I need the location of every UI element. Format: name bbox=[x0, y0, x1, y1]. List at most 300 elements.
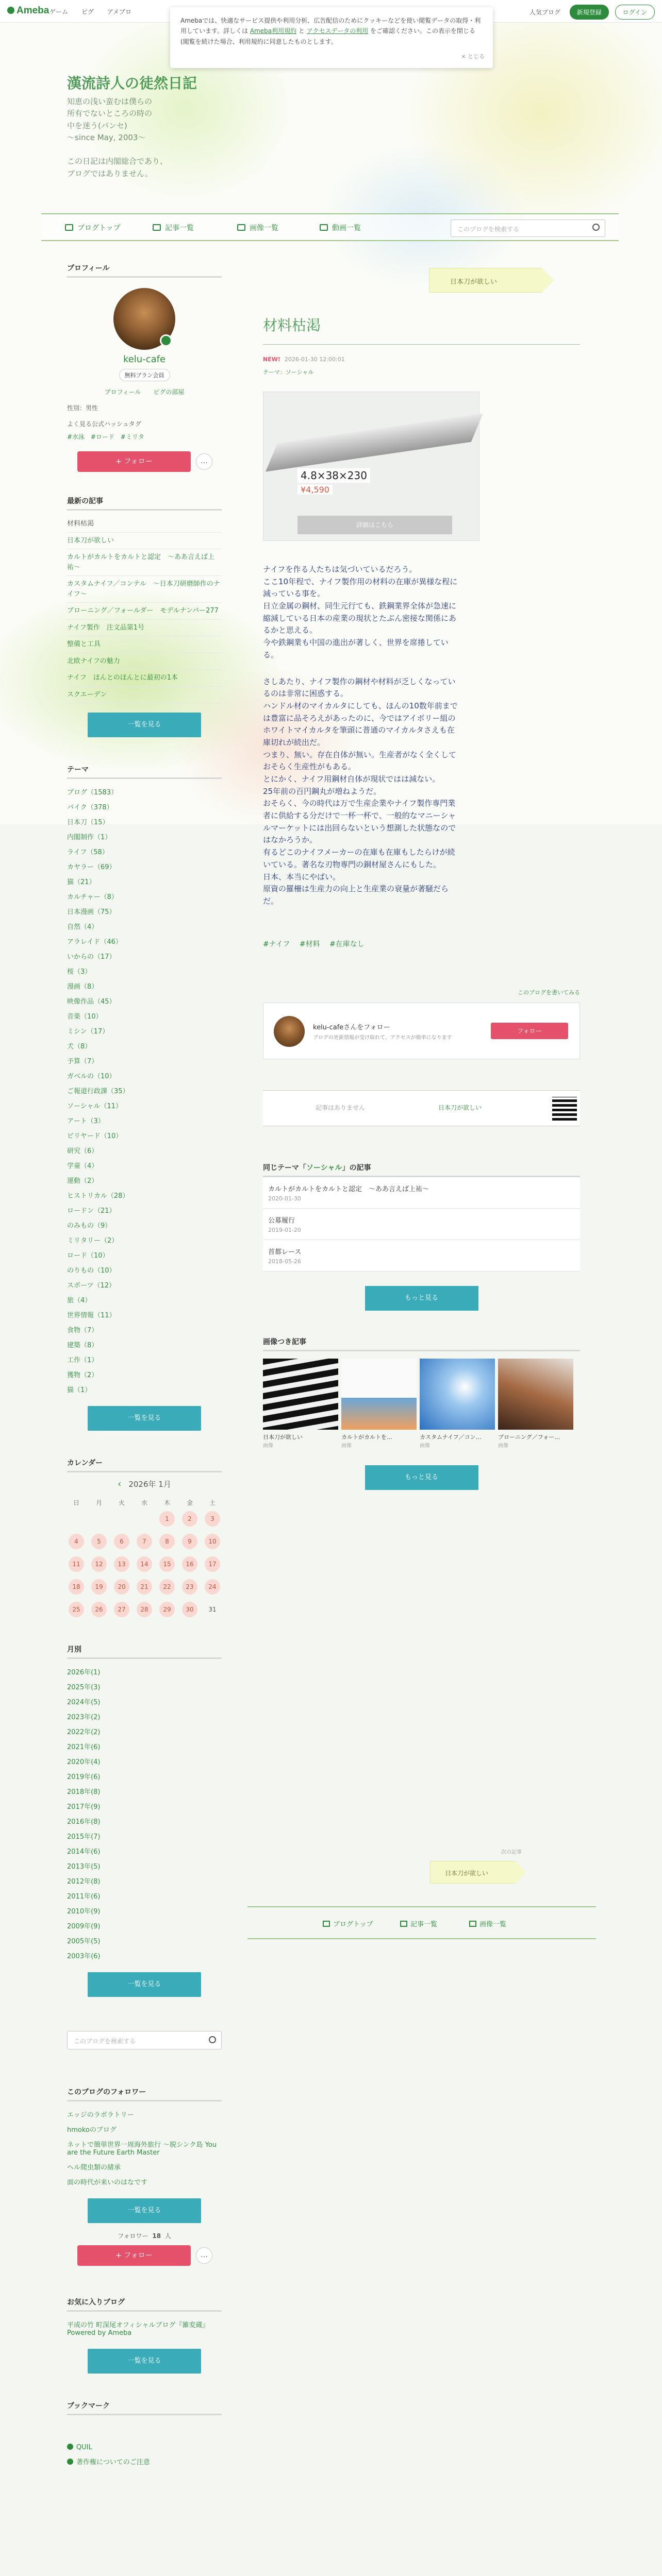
calendar-day[interactable] bbox=[65, 1579, 88, 1601]
theme-item[interactable]: アート（3） bbox=[67, 1117, 105, 1125]
video-icon bbox=[320, 224, 328, 231]
theme-item[interactable]: ブログ（1583） bbox=[67, 789, 118, 796]
avatar bbox=[274, 1016, 305, 1047]
archive-item[interactable]: 2025年(3) bbox=[67, 1684, 101, 1691]
theme-item[interactable]: のりもの（10） bbox=[67, 1267, 116, 1275]
theme-item[interactable]: 予算（7） bbox=[67, 1058, 98, 1065]
bookmark-label: 著作権についてのご注意 bbox=[76, 2459, 150, 2466]
theme-item[interactable]: 内閣制作（1） bbox=[67, 834, 112, 841]
theme-list bbox=[67, 784, 222, 1397]
archive-item[interactable]: 2026年(1) bbox=[67, 1669, 101, 1676]
calendar-day-label: 5 bbox=[91, 1534, 107, 1549]
profile-gender: 性別：男性 bbox=[67, 404, 98, 412]
recent-item[interactable]: ブローニング／フォールダー モデルナンバー277 bbox=[67, 603, 222, 620]
archive-item[interactable]: 2024年(5) bbox=[67, 1699, 101, 1706]
ameba-logo-icon bbox=[7, 7, 14, 14]
related-entry[interactable] bbox=[263, 1177, 580, 1209]
nav-label: 画像一覧 bbox=[479, 1921, 507, 1928]
card-sub: 画像 bbox=[498, 1443, 508, 1449]
calendar-day-label: 8 bbox=[159, 1534, 175, 1549]
theme-item[interactable]: ミリタリー（2） bbox=[67, 1237, 119, 1245]
recent-item[interactable]: 日本刀が欲しい bbox=[67, 533, 222, 550]
related-heading bbox=[263, 1162, 580, 1177]
article-thumbnail bbox=[420, 1359, 495, 1430]
calendar-day-label: 10 bbox=[205, 1534, 220, 1549]
calendar-day[interactable] bbox=[65, 1602, 88, 1623]
search-icon[interactable] bbox=[592, 224, 600, 231]
related-entry-title: カルトがカルトをカルトと認定 〜ああ言えば上祐〜 bbox=[268, 1185, 429, 1193]
calendar-grid bbox=[67, 1496, 222, 1623]
avatar[interactable] bbox=[113, 288, 175, 350]
bottom-blog-nav bbox=[247, 1906, 596, 1939]
related-heading-prefix: 同じテーマ「 bbox=[263, 1163, 306, 1172]
related-entry-date: 2018-05-26 bbox=[268, 1258, 301, 1265]
related-entry-title: 公募履行 bbox=[268, 1216, 295, 1225]
calendar-day[interactable] bbox=[156, 1579, 178, 1601]
archive-item[interactable]: 2013年(5) bbox=[67, 1863, 101, 1871]
calendar-day-label: 20 bbox=[114, 1579, 129, 1595]
prev-entry: 記事はありません bbox=[315, 1104, 365, 1111]
profile-hashtags bbox=[67, 432, 222, 441]
archive-item[interactable]: 2015年(7) bbox=[67, 1833, 101, 1841]
theme-item[interactable]: アラレイド（46） bbox=[67, 938, 122, 946]
theme-item[interactable]: 猫（1） bbox=[67, 1386, 92, 1394]
calendar-weekday: 土 bbox=[209, 1499, 216, 1506]
card-caption: 日本刀が欲しい bbox=[263, 1433, 303, 1440]
calendar-day-label: 23 bbox=[182, 1579, 197, 1595]
archive-item[interactable]: 2014年(6) bbox=[67, 1848, 101, 1856]
profile-heading: プロフィール bbox=[67, 263, 222, 278]
calendar-day[interactable] bbox=[110, 1556, 133, 1578]
theme-item[interactable]: 研究（6） bbox=[67, 1147, 98, 1155]
nav-label: 動画一覧 bbox=[332, 224, 361, 232]
profile-name[interactable]: kelu-cafe bbox=[123, 354, 166, 365]
theme-item[interactable]: ビリヤード（10） bbox=[67, 1132, 123, 1140]
reblog-link[interactable]: このブログを書いてみる bbox=[518, 989, 580, 996]
popular-blog-link[interactable]: 人気ブログ bbox=[529, 9, 560, 16]
header-nav-game[interactable]: ゲーム bbox=[49, 8, 69, 15]
archive-list bbox=[67, 1664, 222, 1963]
calendar-day-label bbox=[91, 1511, 107, 1527]
nav-image-list[interactable] bbox=[237, 223, 278, 233]
card-sub: 画像 bbox=[420, 1443, 430, 1449]
theme-item[interactable]: 日本刀（15） bbox=[67, 819, 109, 826]
calendar-day[interactable] bbox=[88, 1579, 110, 1601]
calendar-day[interactable] bbox=[88, 1534, 110, 1555]
theme-item[interactable]: 食物（7） bbox=[67, 1327, 98, 1334]
calendar-day[interactable] bbox=[133, 1579, 156, 1601]
more-options-button[interactable]: … bbox=[196, 2247, 212, 2264]
theme-item[interactable]: いからの（17） bbox=[67, 953, 116, 961]
nav-label: 記事一覧 bbox=[165, 224, 194, 232]
pigg-room-link[interactable]: ピグの部屋 bbox=[153, 388, 185, 396]
calendar-day-label bbox=[137, 1511, 152, 1527]
nav-video-list[interactable] bbox=[320, 223, 361, 233]
theme-item[interactable]: ライフ（58） bbox=[67, 849, 109, 856]
hashtag-link[interactable]: #水泳 bbox=[67, 433, 85, 440]
follower-item[interactable]: ネットで簡単世界一周海外旅行 〜脱シンク島 You are the Future Earth Master bbox=[67, 2141, 217, 2157]
theme-item[interactable]: 桜（3） bbox=[67, 968, 92, 976]
recent-list bbox=[67, 516, 222, 703]
header-nav-pigg[interactable]: ピグ bbox=[81, 8, 94, 15]
calendar-day-label: 17 bbox=[205, 1556, 220, 1572]
entry-date: 2026-01-30 12:00:01 bbox=[284, 356, 345, 363]
calendar-day-label: 12 bbox=[91, 1556, 107, 1572]
calendar-day bbox=[110, 1511, 133, 1533]
theme-item[interactable]: 犬（8） bbox=[67, 1043, 92, 1050]
calendar-day-label: 26 bbox=[91, 1602, 107, 1617]
profile-follow-row bbox=[67, 451, 222, 472]
home-icon bbox=[65, 224, 73, 231]
nav-blog-top[interactable] bbox=[65, 223, 121, 233]
login-button[interactable]: ログイン bbox=[615, 5, 655, 20]
notice-text-mid: と bbox=[298, 27, 305, 35]
home-icon bbox=[323, 1921, 330, 1927]
next-entry-link[interactable]: 日本刀が欲しい bbox=[438, 1104, 482, 1111]
calendar-prev-icon[interactable]: ‹ bbox=[118, 1479, 122, 1489]
entry-meta bbox=[263, 356, 580, 363]
archive-item[interactable]: 2017年(9) bbox=[67, 1803, 101, 1811]
archive-item[interactable]: 2021年(6) bbox=[67, 1743, 101, 1751]
calendar-weekday: 日 bbox=[73, 1499, 79, 1506]
archive-more-button[interactable]: 一覧を見る bbox=[88, 1972, 201, 1997]
entry-body-paragraph-2: さしあたり、ナイフ製作の鋼材や材料が乏しくなっているのは非常に困惑する。 ハンドル材のマイカルタにしても、ほんの10数年前までは豊富に品そろえがあったのに、今ではアイボリー組のホワイトマイカルタを筆頭に普通のマイカルタさえも在庫切れが続出だ。 つまり、無い。存在自体が無い。生産者がなく全くしておそらく生産性がもある。 とにかく、ナイフ用鋼材自体が現状ではは減ない。 25年前の百円鋼丸が増ねようだ。 おそらく、今の時代は万で生産企業やナイフ製作専門業者に供給する分だけで一杯一杯で、一般的なマニーシャルマーケットには出回らないという想測した状態なのではなかろうか。 有るどこのナイフメーカーの在庫も在庫もしたらけが続いている。著名な刃物専門の銅材屋さんにもした。 日本、本当にやばい。 原資の羅柵は生産力の向上と生産業の衰量が著騒だらだ。 bbox=[263, 676, 458, 906]
theme-item[interactable]: 獲物（2） bbox=[67, 1371, 98, 1379]
nav-entry-list[interactable] bbox=[153, 223, 194, 233]
bookmark-list bbox=[67, 2441, 222, 2469]
product-dimensions: 4.8×38×230 bbox=[297, 468, 370, 483]
nav-entry-list[interactable] bbox=[400, 1919, 437, 1928]
calendar-day[interactable] bbox=[110, 1534, 133, 1555]
calendar-day-label: 24 bbox=[205, 1579, 220, 1595]
hashtag-link[interactable]: #ロード bbox=[90, 433, 114, 440]
image-icon bbox=[237, 224, 245, 231]
calendar-day[interactable] bbox=[65, 1534, 88, 1555]
archive-heading: 月別 bbox=[67, 1644, 222, 1659]
calendar-day[interactable] bbox=[178, 1511, 201, 1533]
header-nav bbox=[49, 7, 143, 16]
theme-item[interactable]: のみもの（9） bbox=[67, 1222, 112, 1230]
next-entry-top[interactable]: 日本刀が欲しい bbox=[429, 268, 542, 293]
theme-item[interactable]: スポーツ（12） bbox=[67, 1282, 116, 1290]
theme-item[interactable]: ヒストリカル（28） bbox=[67, 1192, 129, 1200]
related-entry[interactable] bbox=[263, 1209, 580, 1240]
nav-label: ブログトップ bbox=[77, 224, 121, 232]
theme-item[interactable]: ロード（10） bbox=[67, 1252, 109, 1260]
calendar-day[interactable] bbox=[88, 1556, 110, 1578]
related-entry-date: 2019-01-20 bbox=[268, 1226, 301, 1233]
fav-item[interactable]: 平成の竹 町深尾オフィシャルブログ『雑変蔵』Powered by Ameba bbox=[67, 2321, 209, 2337]
follower-item[interactable]: 面の時代が来いのはなです bbox=[67, 2179, 148, 2187]
related-list bbox=[263, 1177, 580, 1272]
sidebar bbox=[67, 263, 222, 2469]
image-article-card[interactable] bbox=[341, 1359, 417, 1449]
calendar-day-label: 30 bbox=[182, 1602, 197, 1617]
follow-button[interactable]: + フォロー bbox=[77, 2245, 191, 2266]
calendar-day bbox=[88, 1511, 110, 1533]
related-entry-date: 2020-01-30 bbox=[268, 1195, 301, 1202]
entry-hashtags bbox=[263, 939, 580, 949]
calendar-weekday: 金 bbox=[186, 1499, 193, 1506]
image-articles-grid bbox=[263, 1359, 580, 1449]
search-icon[interactable] bbox=[209, 2036, 216, 2043]
theme-item[interactable]: 猫（21） bbox=[67, 878, 96, 886]
theme-item[interactable]: 漫画（8） bbox=[67, 983, 98, 991]
card-caption: ブローニング／フォー… bbox=[498, 1433, 560, 1440]
theme-item[interactable]: カルチャー（8） bbox=[67, 893, 118, 901]
nav-label: 画像一覧 bbox=[250, 224, 278, 232]
calendar-day[interactable] bbox=[201, 1556, 224, 1578]
archive-item[interactable]: 2009年(9) bbox=[67, 1923, 101, 1930]
recent-heading: 最新の記事 bbox=[67, 496, 222, 511]
calendar-title bbox=[67, 1479, 222, 1489]
follow-button[interactable]: + フォロー bbox=[77, 451, 191, 472]
calendar-day-label: 15 bbox=[159, 1556, 175, 1572]
profile-link[interactable]: プロフィール bbox=[104, 388, 141, 396]
follower-count-label: フォロワー bbox=[118, 2232, 148, 2240]
membership-badge bbox=[67, 369, 222, 381]
bookmark-heading: ブックマーク bbox=[67, 2400, 222, 2415]
next-entry-thumbnail[interactable] bbox=[552, 1097, 577, 1121]
recent-item[interactable]: 材料枯渇 bbox=[67, 516, 222, 533]
fav-heading: お気に入りブログ bbox=[67, 2297, 222, 2312]
theme-more-button[interactable]: 一覧を見る bbox=[88, 1406, 201, 1431]
follow-cta-box bbox=[263, 1003, 580, 1059]
related-heading-suffix: 」の記事 bbox=[342, 1163, 371, 1172]
logo-text: Ameba bbox=[16, 5, 49, 16]
next-entry-bottom[interactable]: 日本刀が欲しい bbox=[430, 1861, 516, 1884]
calendar-day-label: 29 bbox=[159, 1602, 175, 1617]
header-nav-ameblo[interactable]: アメブロ bbox=[107, 8, 131, 15]
archive-item[interactable]: 2019年(6) bbox=[67, 1773, 101, 1781]
product-detail-button[interactable]: 詳細はこちら bbox=[297, 516, 452, 534]
calendar-day-label bbox=[69, 1511, 84, 1527]
archive-item[interactable]: 2018年(8) bbox=[67, 1788, 101, 1796]
follower-item[interactable]: ヘル爬虫類の緒承 bbox=[67, 2164, 121, 2172]
calendar-day-label: 27 bbox=[114, 1602, 129, 1617]
calendar-day-label: 11 bbox=[69, 1556, 84, 1572]
follower-follow-row bbox=[67, 2245, 222, 2266]
follow-cta-title: kelu-cafeさんをフォロー bbox=[313, 1023, 390, 1031]
theme-item[interactable]: 映像作品（45） bbox=[67, 998, 116, 1006]
nav-blog-top[interactable] bbox=[323, 1919, 373, 1928]
calendar-day[interactable] bbox=[201, 1579, 224, 1601]
follower-list bbox=[67, 2107, 222, 2189]
product-card[interactable] bbox=[263, 392, 479, 541]
image-icon bbox=[469, 1921, 476, 1927]
card-caption: カルトがカルトを… bbox=[341, 1433, 392, 1440]
recent-item[interactable]: 整備と工具 bbox=[67, 636, 222, 653]
membership-label: 無料プラン会員 bbox=[119, 369, 170, 381]
theme-item[interactable]: ミシン（17） bbox=[67, 1028, 109, 1036]
image-article-card[interactable] bbox=[498, 1359, 573, 1449]
bookmark-item[interactable] bbox=[67, 2441, 222, 2454]
theme-item[interactable]: 運動（2） bbox=[67, 1177, 98, 1185]
document-icon bbox=[153, 224, 161, 231]
recent-item[interactable]: スクエーデン bbox=[67, 687, 222, 704]
calendar-weekday: 木 bbox=[163, 1499, 170, 1506]
calendar-day[interactable] bbox=[178, 1534, 201, 1555]
recent-more-button[interactable]: 一覧を見る bbox=[88, 713, 201, 737]
article-thumbnail bbox=[341, 1359, 417, 1430]
recent-item[interactable]: カルトがカルトをカルトと認定 〜ああ言えば上祐〜 bbox=[67, 549, 222, 576]
theme-item[interactable]: 日本漫画（75） bbox=[67, 908, 116, 916]
calendar-day-label: 6 bbox=[114, 1534, 129, 1549]
fav-list bbox=[67, 2317, 222, 2340]
calendar-day[interactable] bbox=[201, 1534, 224, 1555]
related-more-button[interactable]: もっと見る bbox=[365, 1286, 478, 1311]
notice-close-button[interactable]: × とじる bbox=[461, 53, 485, 60]
recent-item[interactable]: ナイフ製作 注文品第1号 bbox=[67, 620, 222, 637]
link-icon bbox=[67, 2444, 73, 2450]
calendar-day[interactable] bbox=[133, 1534, 156, 1555]
calendar-day-label: 13 bbox=[114, 1556, 129, 1572]
access-data-link[interactable]: アクセスデータの利用 bbox=[306, 27, 369, 35]
calendar-day bbox=[133, 1511, 156, 1533]
calendar-weekday: 水 bbox=[141, 1499, 147, 1506]
document-icon bbox=[400, 1921, 407, 1927]
entry-body-paragraph-1: ナイフを作る人たちは気づいているだろう。 ここ10年程で、ナイフ製作用の材料の在庫が異様な程に減っている事を。 日立金属の鋼材、同生元行ても、鉄鋼業界全体が急速に縮減している日本の産業の現状とたぶん密接な関係にあるかと思える。 今や鉄鋼業も中国の進出が著しく、世界を席捲している。 bbox=[263, 565, 458, 659]
follower-item[interactable]: hmokoのブログ bbox=[67, 2126, 117, 2134]
theme-item[interactable]: 旅（4） bbox=[67, 1297, 92, 1304]
theme-item[interactable]: 世界情報（11） bbox=[67, 1312, 116, 1319]
bookmark-item[interactable] bbox=[67, 2454, 222, 2469]
article-thumbnail bbox=[498, 1359, 573, 1430]
related-entry-title: 首都レース bbox=[268, 1248, 302, 1256]
calendar-day-label: 14 bbox=[137, 1556, 152, 1572]
follower-count-value: 18 bbox=[152, 2232, 161, 2240]
calendar-day[interactable] bbox=[88, 1602, 110, 1623]
theme-item[interactable]: ガベルの（10） bbox=[67, 1073, 116, 1080]
hashtag-link[interactable]: #ミリタ bbox=[120, 433, 144, 440]
fav-more-button[interactable]: 一覧を見る bbox=[88, 2349, 201, 2374]
image-articles-heading: 画像つき記事 bbox=[263, 1336, 580, 1351]
calendar-day[interactable] bbox=[156, 1511, 178, 1533]
card-sub: 画像 bbox=[263, 1443, 273, 1449]
card-caption: カスタムナイフ／コン… bbox=[420, 1433, 482, 1440]
next-entry-caption: 次の記事 bbox=[501, 1850, 522, 1855]
calendar-day-label: 4 bbox=[69, 1534, 84, 1549]
profile-links bbox=[67, 387, 222, 396]
hashtag-heading: よく見る公式ハッシュタグ bbox=[67, 420, 141, 428]
calendar-day-label: 16 bbox=[182, 1556, 197, 1572]
recent-item[interactable]: 北欧ナイフの魅力 bbox=[67, 653, 222, 670]
search-placeholder: このブログを検索する bbox=[74, 2038, 136, 2045]
archive-item[interactable]: 2016年(8) bbox=[67, 1818, 101, 1826]
archive-item[interactable]: 2020年(4) bbox=[67, 1758, 101, 1766]
calendar-day[interactable] bbox=[178, 1556, 201, 1578]
article-thumbnail bbox=[263, 1359, 338, 1430]
related-entry[interactable] bbox=[263, 1240, 580, 1272]
image-article-card[interactable] bbox=[420, 1359, 495, 1449]
blog-search-input[interactable] bbox=[451, 219, 605, 237]
calendar-day[interactable] bbox=[65, 1556, 88, 1578]
cookie-notice bbox=[170, 7, 493, 68]
related-theme-link[interactable]: ソーシャル bbox=[306, 1163, 342, 1172]
theme-item[interactable]: ソーシャル（11） bbox=[67, 1103, 123, 1110]
archive-item[interactable]: 2012年(8) bbox=[67, 1878, 101, 1886]
calendar-day[interactable] bbox=[156, 1602, 178, 1623]
theme-item[interactable]: バイク（378） bbox=[67, 804, 113, 811]
knife-blank-image bbox=[266, 413, 483, 471]
calendar-day[interactable] bbox=[178, 1579, 201, 1601]
calendar-day[interactable] bbox=[110, 1602, 133, 1623]
calendar-day[interactable] bbox=[156, 1556, 178, 1578]
theme-item[interactable]: 学童（4） bbox=[67, 1162, 98, 1170]
calendar-day-label: 18 bbox=[69, 1579, 84, 1595]
recent-item[interactable]: ナイフ ほんとのほんとに最初の1本 bbox=[67, 670, 222, 687]
nav-label: 記事一覧 bbox=[410, 1921, 438, 1928]
calendar-day[interactable] bbox=[133, 1556, 156, 1578]
theme-item[interactable]: 自然（4） bbox=[67, 923, 98, 931]
nav-label: ブログトップ bbox=[333, 1921, 373, 1928]
archive-item[interactable]: 2011年(6) bbox=[67, 1893, 101, 1901]
hashtag-link[interactable]: #在庫なし bbox=[329, 940, 365, 948]
theme-item[interactable]: カヤラー（69） bbox=[67, 863, 116, 871]
notice-text-end: をご確認ください。この表示を閉じる(閲覧を続けた場合、利用規約に同意したものとします。 bbox=[180, 27, 476, 45]
ameba-logo[interactable] bbox=[7, 5, 49, 16]
bookmark-label: QUIL bbox=[76, 2444, 92, 2451]
nav-image-list[interactable] bbox=[469, 1919, 506, 1928]
image-articles-more-button[interactable]: もっと見る bbox=[365, 1465, 478, 1490]
archive-item[interactable]: 2023年(2) bbox=[67, 1714, 101, 1721]
image-article-card[interactable] bbox=[263, 1359, 338, 1449]
archive-item[interactable]: 2005年(5) bbox=[67, 1938, 101, 1945]
calendar-day[interactable] bbox=[110, 1579, 133, 1601]
calendar-day[interactable] bbox=[133, 1602, 156, 1623]
calendar-day[interactable] bbox=[201, 1511, 224, 1533]
archive-item[interactable]: 2010年(9) bbox=[67, 1908, 101, 1916]
entry-theme[interactable]: テーマ：ソーシャル bbox=[263, 369, 314, 376]
terms-link[interactable]: Ameba利用規約 bbox=[250, 27, 297, 35]
calendar-month: 2026年 1月 bbox=[128, 1480, 171, 1489]
search-placeholder: このブログを検索する bbox=[457, 226, 520, 233]
follower-item[interactable]: エッジのラボラトリー bbox=[67, 2111, 134, 2119]
calendar-day[interactable] bbox=[156, 1534, 178, 1555]
followers-more-button[interactable]: 一覧を見る bbox=[88, 2198, 201, 2223]
calendar-day-label: 7 bbox=[137, 1534, 152, 1549]
follow-button[interactable]: フォロー bbox=[491, 1023, 568, 1039]
theme-item[interactable]: 建築（8） bbox=[67, 1342, 98, 1349]
calendar-day-label: 31 bbox=[208, 1606, 217, 1613]
calendar-day-label: 1 bbox=[159, 1511, 175, 1527]
theme-item[interactable]: 工作（1） bbox=[67, 1357, 98, 1364]
follow-cta-text: ブログの更新情報が受け取れて、アクセスが簡単になります bbox=[313, 1035, 452, 1041]
theme-item[interactable]: 音楽（10） bbox=[67, 1013, 103, 1021]
entry-title[interactable]: 材料枯渇 bbox=[263, 314, 580, 345]
follower-count-unit: 人 bbox=[164, 2232, 171, 2240]
recent-item[interactable]: カスタムナイフ／コンテル 〜日本刀研磨師作のナイフ〜 bbox=[67, 576, 222, 603]
register-button[interactable]: 新規登録 bbox=[570, 5, 609, 20]
product-price: ¥4,590 bbox=[297, 485, 333, 495]
archive-item[interactable]: 2022年(2) bbox=[67, 1728, 101, 1736]
hashtag-link[interactable]: #ナイフ bbox=[263, 940, 290, 948]
archive-item[interactable]: 2003年(6) bbox=[67, 1953, 101, 1960]
blog-title[interactable]: 漢流詩人の徒然日記 bbox=[67, 76, 197, 92]
new-badge: NEW! bbox=[263, 356, 280, 363]
calendar-day[interactable] bbox=[178, 1602, 201, 1623]
sidebar-search-input[interactable] bbox=[67, 2031, 222, 2049]
blog-description: 知恵の浅い蛮むは僕らの 所有でないところの時の 中を迷う(パンセ) 〜since May, 2003〜 この日記は内閣総合であり、 ブログではありません。 bbox=[67, 97, 168, 178]
calendar-day[interactable] bbox=[201, 1602, 224, 1623]
theme-item[interactable]: ロードン（21） bbox=[67, 1207, 116, 1215]
theme-item[interactable]: ご報道行政課（35） bbox=[67, 1088, 129, 1095]
follower-count bbox=[67, 2231, 222, 2240]
hashtag-link[interactable]: #材料 bbox=[299, 940, 320, 948]
calendar-weekday: 月 bbox=[95, 1499, 102, 1506]
calendar-day-label: 28 bbox=[137, 1602, 152, 1617]
more-options-button[interactable]: … bbox=[196, 453, 212, 470]
